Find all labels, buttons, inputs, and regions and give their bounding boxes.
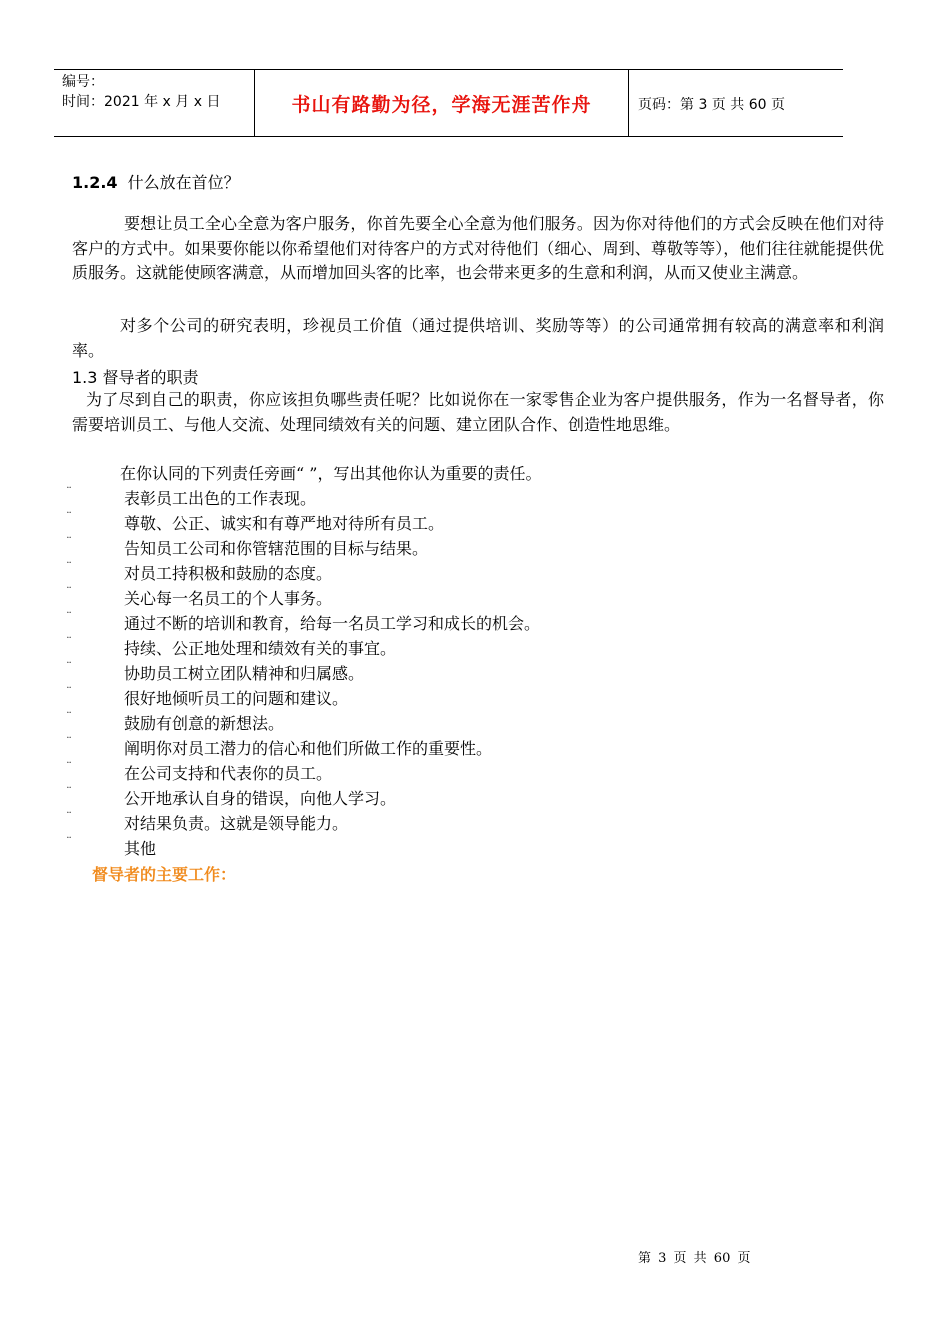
- subsection-title: 1.3 督导者的职责: [72, 368, 199, 387]
- checklist-item-text: 关心每一名员工的个人事务。: [124, 589, 333, 608]
- checklist-item-text: 阐明你对员工潜力的信心和他们所做工作的重要性。: [124, 739, 493, 758]
- section-paragraph-1: 要想让员工全心全意为客户服务，你首先要全心全意为他们服务。因为你对待他们的方式会反映在他们对待客户的方式中。如果要你能以你希望他们对待客户的方式对待他们（细心、周到、尊敬等等），他们往往就能提供优质服务。这就能使顾客满意，从而增加回头客的比率，也会带来更多的生意和利润，从而又使业主满意。: [72, 214, 884, 282]
- section-heading: 什么放在首位？: [127, 173, 240, 192]
- main-work-heading: 督导者的主要工作：: [92, 865, 237, 884]
- checklist-item-text: 告知员工公司和你管辖范围的目标与结果。: [124, 539, 429, 558]
- header-divider-left: [254, 69, 255, 136]
- section-number: 1.2.4: [72, 173, 118, 192]
- checklist-item-text: 对结果负责。这就是领导能力。: [124, 814, 349, 833]
- checklist-item-text: 持续、公正地处理和绩效有关的事宜。: [124, 639, 397, 658]
- header-bottom-rule: [54, 136, 843, 137]
- header-motto: 书山有路勤为径，学海无涯苦作舟: [291, 94, 592, 116]
- checkbox-icon: ¨: [66, 660, 72, 674]
- checkbox-icon: ¨: [66, 735, 72, 749]
- checkbox-icon: ¨: [66, 785, 72, 799]
- subsection-paragraph: 为了尽到自己的职责，你应该担负哪些责任呢？比如说你在一家零售企业为客户提供服务，作为一名督导者，你需要培训员工、与他人交流、处理同绩效有关的问题、建立团队合作、创造性地思维。: [72, 390, 884, 434]
- header-number: 编号：: [62, 74, 104, 90]
- checkbox-icon: ¨: [66, 535, 72, 549]
- checklist-item-text: 表彰员工出色的工作表现。: [124, 489, 317, 508]
- checklist-item-text: 鼓励有创意的新想法。: [124, 714, 285, 733]
- checklist-item-text: 尊敬、公正、诚实和有尊严地对待所有员工。: [124, 514, 445, 533]
- header-divider-right: [628, 69, 629, 136]
- checkbox-icon: ¨: [66, 835, 72, 849]
- checklist-item-text: 在公司支持和代表你的员工。: [124, 764, 333, 783]
- checkbox-icon: ¨: [66, 710, 72, 724]
- checkbox-icon: ¨: [66, 810, 72, 824]
- checklist-item-text: 协助员工树立团队精神和归属感。: [124, 664, 365, 683]
- checklist-instruction: 在你认同的下列责任旁画“ ”，写出其他你认为重要的责任。: [120, 464, 542, 483]
- checkbox-icon: ¨: [66, 760, 72, 774]
- checklist-item-text: 对员工持积极和鼓励的态度。: [124, 564, 333, 583]
- header-page-number: 页码：第 3 页 共 60 页: [638, 97, 785, 113]
- footer-page-number: 第 3 页 共 60 页: [638, 1251, 751, 1266]
- checkbox-icon: ¨: [66, 685, 72, 699]
- checkbox-icon: ¨: [66, 485, 72, 499]
- checkbox-icon: ¨: [66, 560, 72, 574]
- header-meta: [62, 72, 220, 112]
- checklist-item-text: 很好地倾听员工的问题和建议。: [124, 689, 349, 708]
- header-time: 时间：2021 年 x 月 x 日: [62, 94, 221, 110]
- section-paragraph-2: 对多个公司的研究表明，珍视员工价值（通过提供培训、奖励等等）的公司通常拥有较高的满意率和利润率。: [72, 316, 884, 360]
- checkbox-icon: ¨: [66, 585, 72, 599]
- checklist-item-text: 其他: [124, 839, 157, 858]
- checkbox-icon: ¨: [66, 510, 72, 524]
- header-top-rule: [54, 69, 843, 70]
- section-title: [72, 170, 240, 193]
- checkbox-icon: ¨: [66, 635, 72, 649]
- checklist-item-text: 通过不断的培训和教育，给每一名员工学习和成长的机会。: [124, 614, 541, 633]
- checkbox-icon: ¨: [66, 610, 72, 624]
- checklist-item-text: 公开地承认自身的错误，向他人学习。: [124, 789, 397, 808]
